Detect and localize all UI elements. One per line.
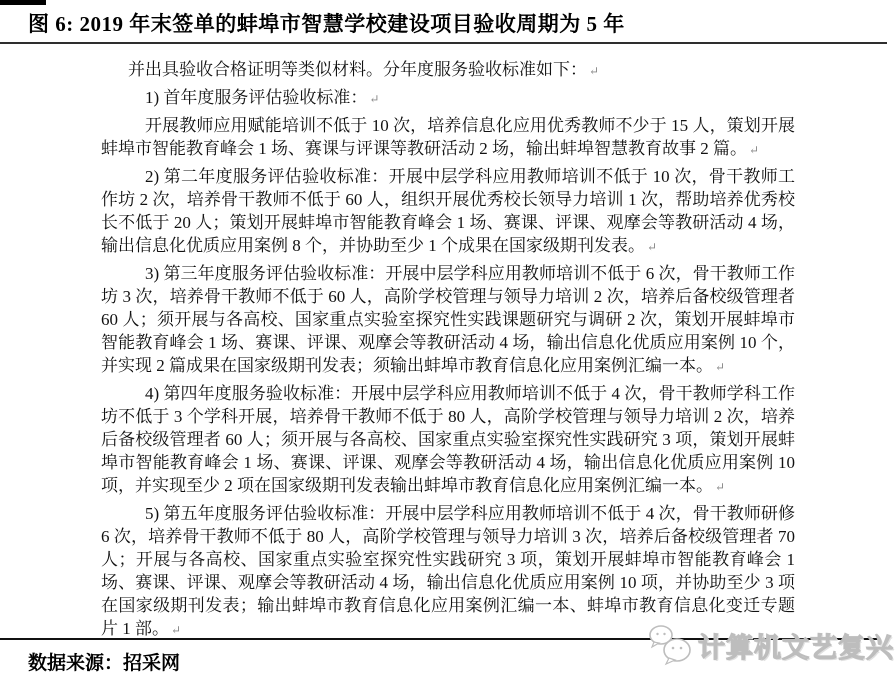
- paragraph-text: 2) 第二年度服务评估验收标准：开展中层学科应用教师培训不低于 10 次，骨干教师工作坊 2 次，培养骨干教师不低于 60 人，组织开展优秀校长领导力培训 1 次，帮助培养优秀校长不低于 20 人；策划开展蚌埠市智能教育峰会 1 场、赛课、评课、观摩会等教研活动 4 场，输出信息化优质应用案例 8 个，并协助至少 1 个成果在国家级期刊发表。: [101, 167, 795, 255]
- title-underline-rule: [0, 42, 887, 44]
- chat-bubbles-icon: [647, 624, 695, 666]
- paragraph-text: 1) 首年度服务评估验收标准：: [145, 88, 368, 107]
- paragraph-text: 并出具验收合格证明等类似材料。分年度服务验收标准如下：: [128, 60, 587, 79]
- paragraph-return-mark: ↵: [171, 623, 182, 637]
- paragraph-text: 开展教师应用赋能培训不低于 10 次，培养信息化应用优秀教师不少于 15 人，策划开展蚌埠市智能教育峰会 1 场、赛课与评课等教研活动 2 场，输出蚌埠智慧教育故事 2 篇。: [101, 116, 795, 158]
- paragraph-text: 3) 第三年度服务评估验收标准：开展中层学科应用教师培训不低于 6 次，骨干教师工作坊 3 次，培养骨干教师不低于 60 人，高阶学校管理与领导力培训 2 次，培养后备校级管理者 60 人；须开展与各高校、国家重点实验室探究性实践课题研究与调研 2 次，策划开展蚌埠市智能教育峰会 1 场、赛课、评课、观摩会等教研活动 4 场，输出信息化优质应用案例 10 个，并实现 2 篇成果在国家级期刊发表；须输出蚌埠市教育信息化应用案例汇编一本。: [101, 264, 795, 375]
- paragraph-intro: [101, 58, 795, 83]
- top-border-fragment: [0, 0, 46, 5]
- paragraph-text: 5) 第五年度服务评估验收标准：开展中层学科应用教师培训不低于 4 次，骨干教师研修 6 次，培养骨干教师不低于 80 人，高阶学校管理与领导力培训 3 次，培养后备校级管理者 70 人；开展与各高校、国家重点实验室探究性实践研究 3 项，策划开展蚌埠市智能教育峰会 1 场、赛课、评课、观摩会等教研活动 4 场，输出信息化优质应用案例 10 项，并协助至少 3 项在国家级期刊发表；输出蚌埠市教育信息化应用案例汇编一本、蚌埠市教育信息化变迁专题片 1 部。: [101, 504, 795, 638]
- figure-title: 图 6: 2019 年末签单的蚌埠市智慧学校建设项目验收周期为 5 年: [28, 12, 625, 36]
- paragraph-return-mark: ↵: [715, 360, 726, 374]
- paragraph-year1-body: [101, 114, 795, 162]
- paragraph-year5: [101, 502, 795, 642]
- paragraph-return-mark: ↵: [589, 64, 600, 78]
- paragraph-year4: [101, 382, 795, 499]
- paragraph-return-mark: ↵: [715, 480, 726, 494]
- paragraph-year3: [101, 262, 795, 379]
- paragraph-year2: [101, 165, 795, 259]
- watermark-brand-text: 计算机文艺复兴: [698, 632, 894, 663]
- paragraph-return-mark: ↵: [647, 240, 658, 254]
- paragraph-return-mark: ↵: [369, 92, 380, 106]
- figure-body-text: [101, 58, 795, 645]
- paragraph-text: 4) 第四年度服务验收标准：开展中层学科应用教师培训不低于 4 次，骨干教师学科工作坊不低于 3 个学科开展，培养骨干教师不低于 80 人，高阶学校管理与领导力培训 2 次，培养后备校级管理者 60 人；须开展与各高校、国家重点实验室探究性实践研究 3 项，策划开展蚌埠市智能教育峰会 1 场、赛课、评课、观摩会等教研活动 4 场，输出信息化优质应用案例 10 项，并实现至少 2 项在国家级期刊发表输出蚌埠市教育信息化应用案例汇编一本。: [101, 384, 795, 495]
- data-source-label: 数据来源：招采网: [28, 653, 181, 674]
- paragraph-return-mark: ↵: [749, 143, 760, 157]
- brand-watermark: [647, 624, 894, 666]
- paragraph-year1-heading: [101, 86, 795, 111]
